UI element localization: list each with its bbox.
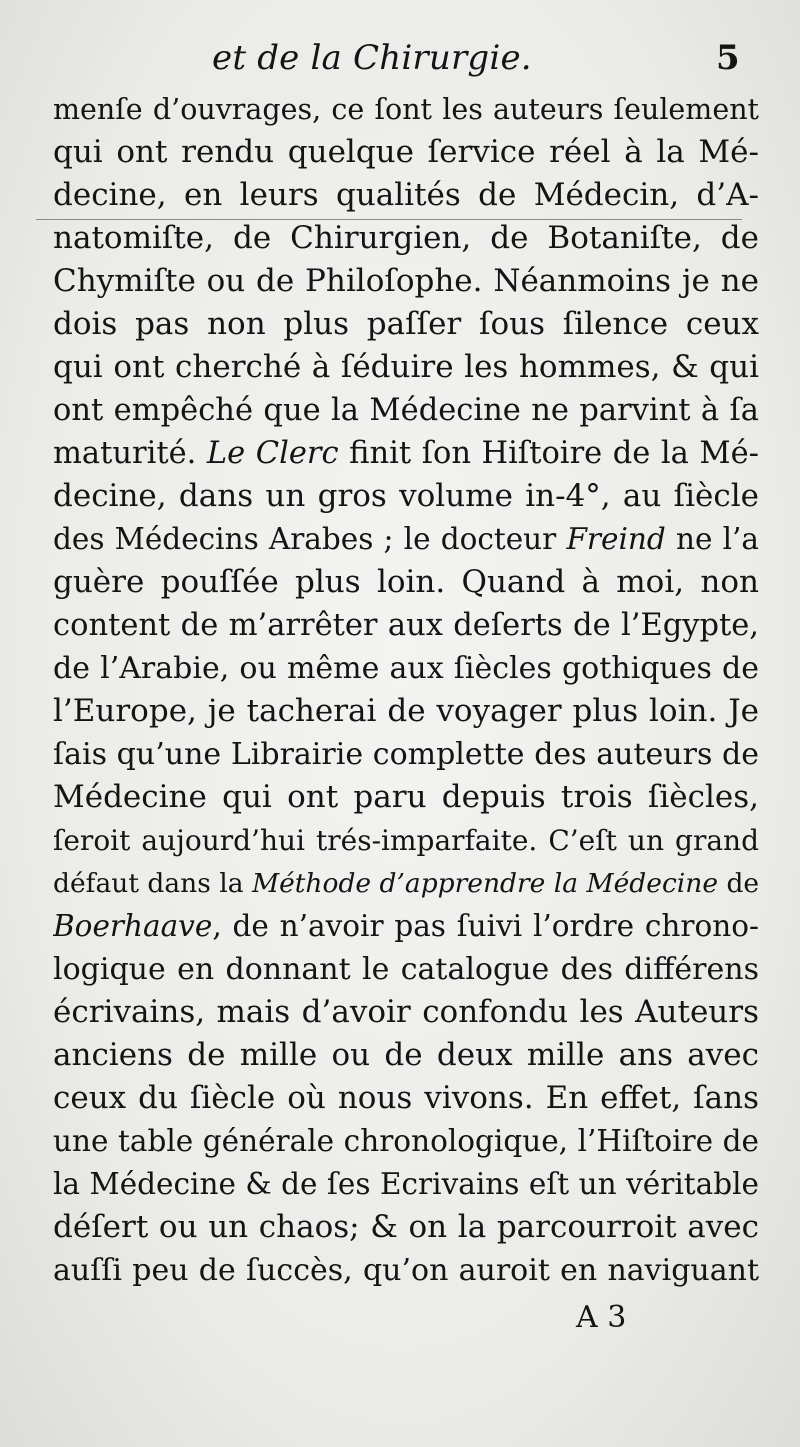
text-line bbox=[53, 88, 759, 131]
text-line bbox=[53, 561, 759, 604]
text-line bbox=[53, 518, 759, 561]
text-line bbox=[53, 475, 759, 518]
text-run: maturité. bbox=[53, 436, 207, 471]
text-line bbox=[53, 346, 759, 389]
text-line bbox=[53, 776, 759, 819]
text-run: auſſi peu de ſuccès, qu’on auroit en naviguant bbox=[53, 1253, 759, 1288]
text-run: natomiſte, de Chirurgien, de Botaniſte, de bbox=[53, 220, 759, 256]
text-line bbox=[53, 733, 759, 776]
text-line bbox=[53, 862, 759, 905]
text-line bbox=[53, 819, 759, 862]
text-run: dois pas non plus paſſer ſous ſilence ceux bbox=[53, 306, 759, 342]
text-line bbox=[53, 131, 759, 174]
text-run: decine, en leurs qualités de Médecin, d’A- bbox=[53, 177, 759, 213]
text-run: ne l’a bbox=[665, 522, 759, 556]
text-line bbox=[53, 1034, 759, 1077]
body-text bbox=[53, 88, 759, 1292]
text-run: défaut dans la bbox=[53, 868, 252, 899]
italic-text: Méthode d’apprendre la Médecine bbox=[251, 868, 719, 899]
text-line bbox=[53, 303, 759, 346]
text-run: ſeroit aujourd’hui trés-imparfaite. C’eſt un grand bbox=[53, 824, 759, 857]
text-run: la Médecine & de ſes Ecrivains eſt un véritable bbox=[53, 1167, 759, 1201]
italic-text: Le Clerc bbox=[206, 436, 339, 471]
text-run: Médecine qui ont paru depuis trois ſiècles, bbox=[53, 779, 759, 815]
text-run: menſe d’ouvrages, ce ſont les auteurs ſeulement bbox=[53, 93, 759, 126]
text-line bbox=[53, 174, 759, 217]
text-line bbox=[53, 260, 759, 303]
text-run: de bbox=[718, 868, 759, 899]
text-line bbox=[53, 948, 759, 991]
text-line bbox=[53, 1249, 759, 1292]
text-run: ont empêché que la Médecine ne parvint à ſa bbox=[53, 393, 759, 428]
page-header bbox=[0, 38, 800, 88]
page-number: 5 bbox=[716, 38, 740, 78]
text-line bbox=[53, 991, 759, 1034]
italic-text: Freind bbox=[566, 522, 666, 556]
text-line bbox=[53, 1206, 759, 1249]
text-line bbox=[53, 1077, 759, 1120]
text-run: des Médecins Arabes ; le docteur bbox=[53, 522, 567, 556]
text-run: decine, dans un gros volume in-4°, au ſiècle bbox=[53, 478, 759, 514]
text-run: de l’Arabie, ou même aux ſiècles gothiques de bbox=[53, 651, 759, 686]
italic-text: Boerhaave bbox=[53, 909, 213, 943]
text-run: qui ont rendu quelque ſervice réel à la Mé- bbox=[53, 134, 759, 170]
text-run: ſais qu’une Librairie complette des auteurs de bbox=[53, 737, 759, 772]
text-run: Chymiſte ou de Philoſophe. Néanmoins je ne bbox=[53, 263, 759, 299]
text-run: une table générale chronologique, l’Hiſtoire de bbox=[53, 1124, 759, 1158]
text-line bbox=[53, 432, 759, 475]
text-run: écrivains, mais d’avoir confondu les Auteurs bbox=[53, 994, 759, 1030]
text-line bbox=[53, 217, 759, 260]
text-line bbox=[53, 1163, 759, 1206]
text-line bbox=[53, 690, 759, 733]
text-run: ceux du ſiècle où nous vivons. En effet, ſans bbox=[53, 1080, 759, 1116]
text-run: déſert ou un chaos; & on la parcourroit avec bbox=[53, 1209, 759, 1245]
text-line bbox=[53, 604, 759, 647]
text-run: qui ont cherché à ſéduire les hommes, & qui bbox=[53, 349, 759, 385]
running-title: et de la Chirurgie. bbox=[212, 38, 532, 78]
text-run: finit ſon Hiſtoire de la Mé- bbox=[338, 436, 759, 471]
text-run: guère pouſſée plus loin. Quand à moi, non bbox=[53, 564, 759, 600]
text-line bbox=[53, 389, 759, 432]
text-run: , de n’avoir pas ſuivi l’ordre chrono- bbox=[212, 909, 759, 943]
text-line bbox=[53, 905, 759, 948]
text-run: logique en donnant le catalogue des différens bbox=[53, 952, 759, 987]
text-line bbox=[53, 647, 759, 690]
text-run: content de m’arrêter aux deſerts de l’Egypte, bbox=[53, 608, 759, 643]
text-run: l’Europe, je tacherai de voyager plus loin. Je bbox=[53, 693, 759, 729]
text-line bbox=[53, 1120, 759, 1163]
text-run: anciens de mille ou de deux mille ans avec bbox=[53, 1037, 759, 1073]
signature-mark: A 3 bbox=[576, 1300, 627, 1335]
